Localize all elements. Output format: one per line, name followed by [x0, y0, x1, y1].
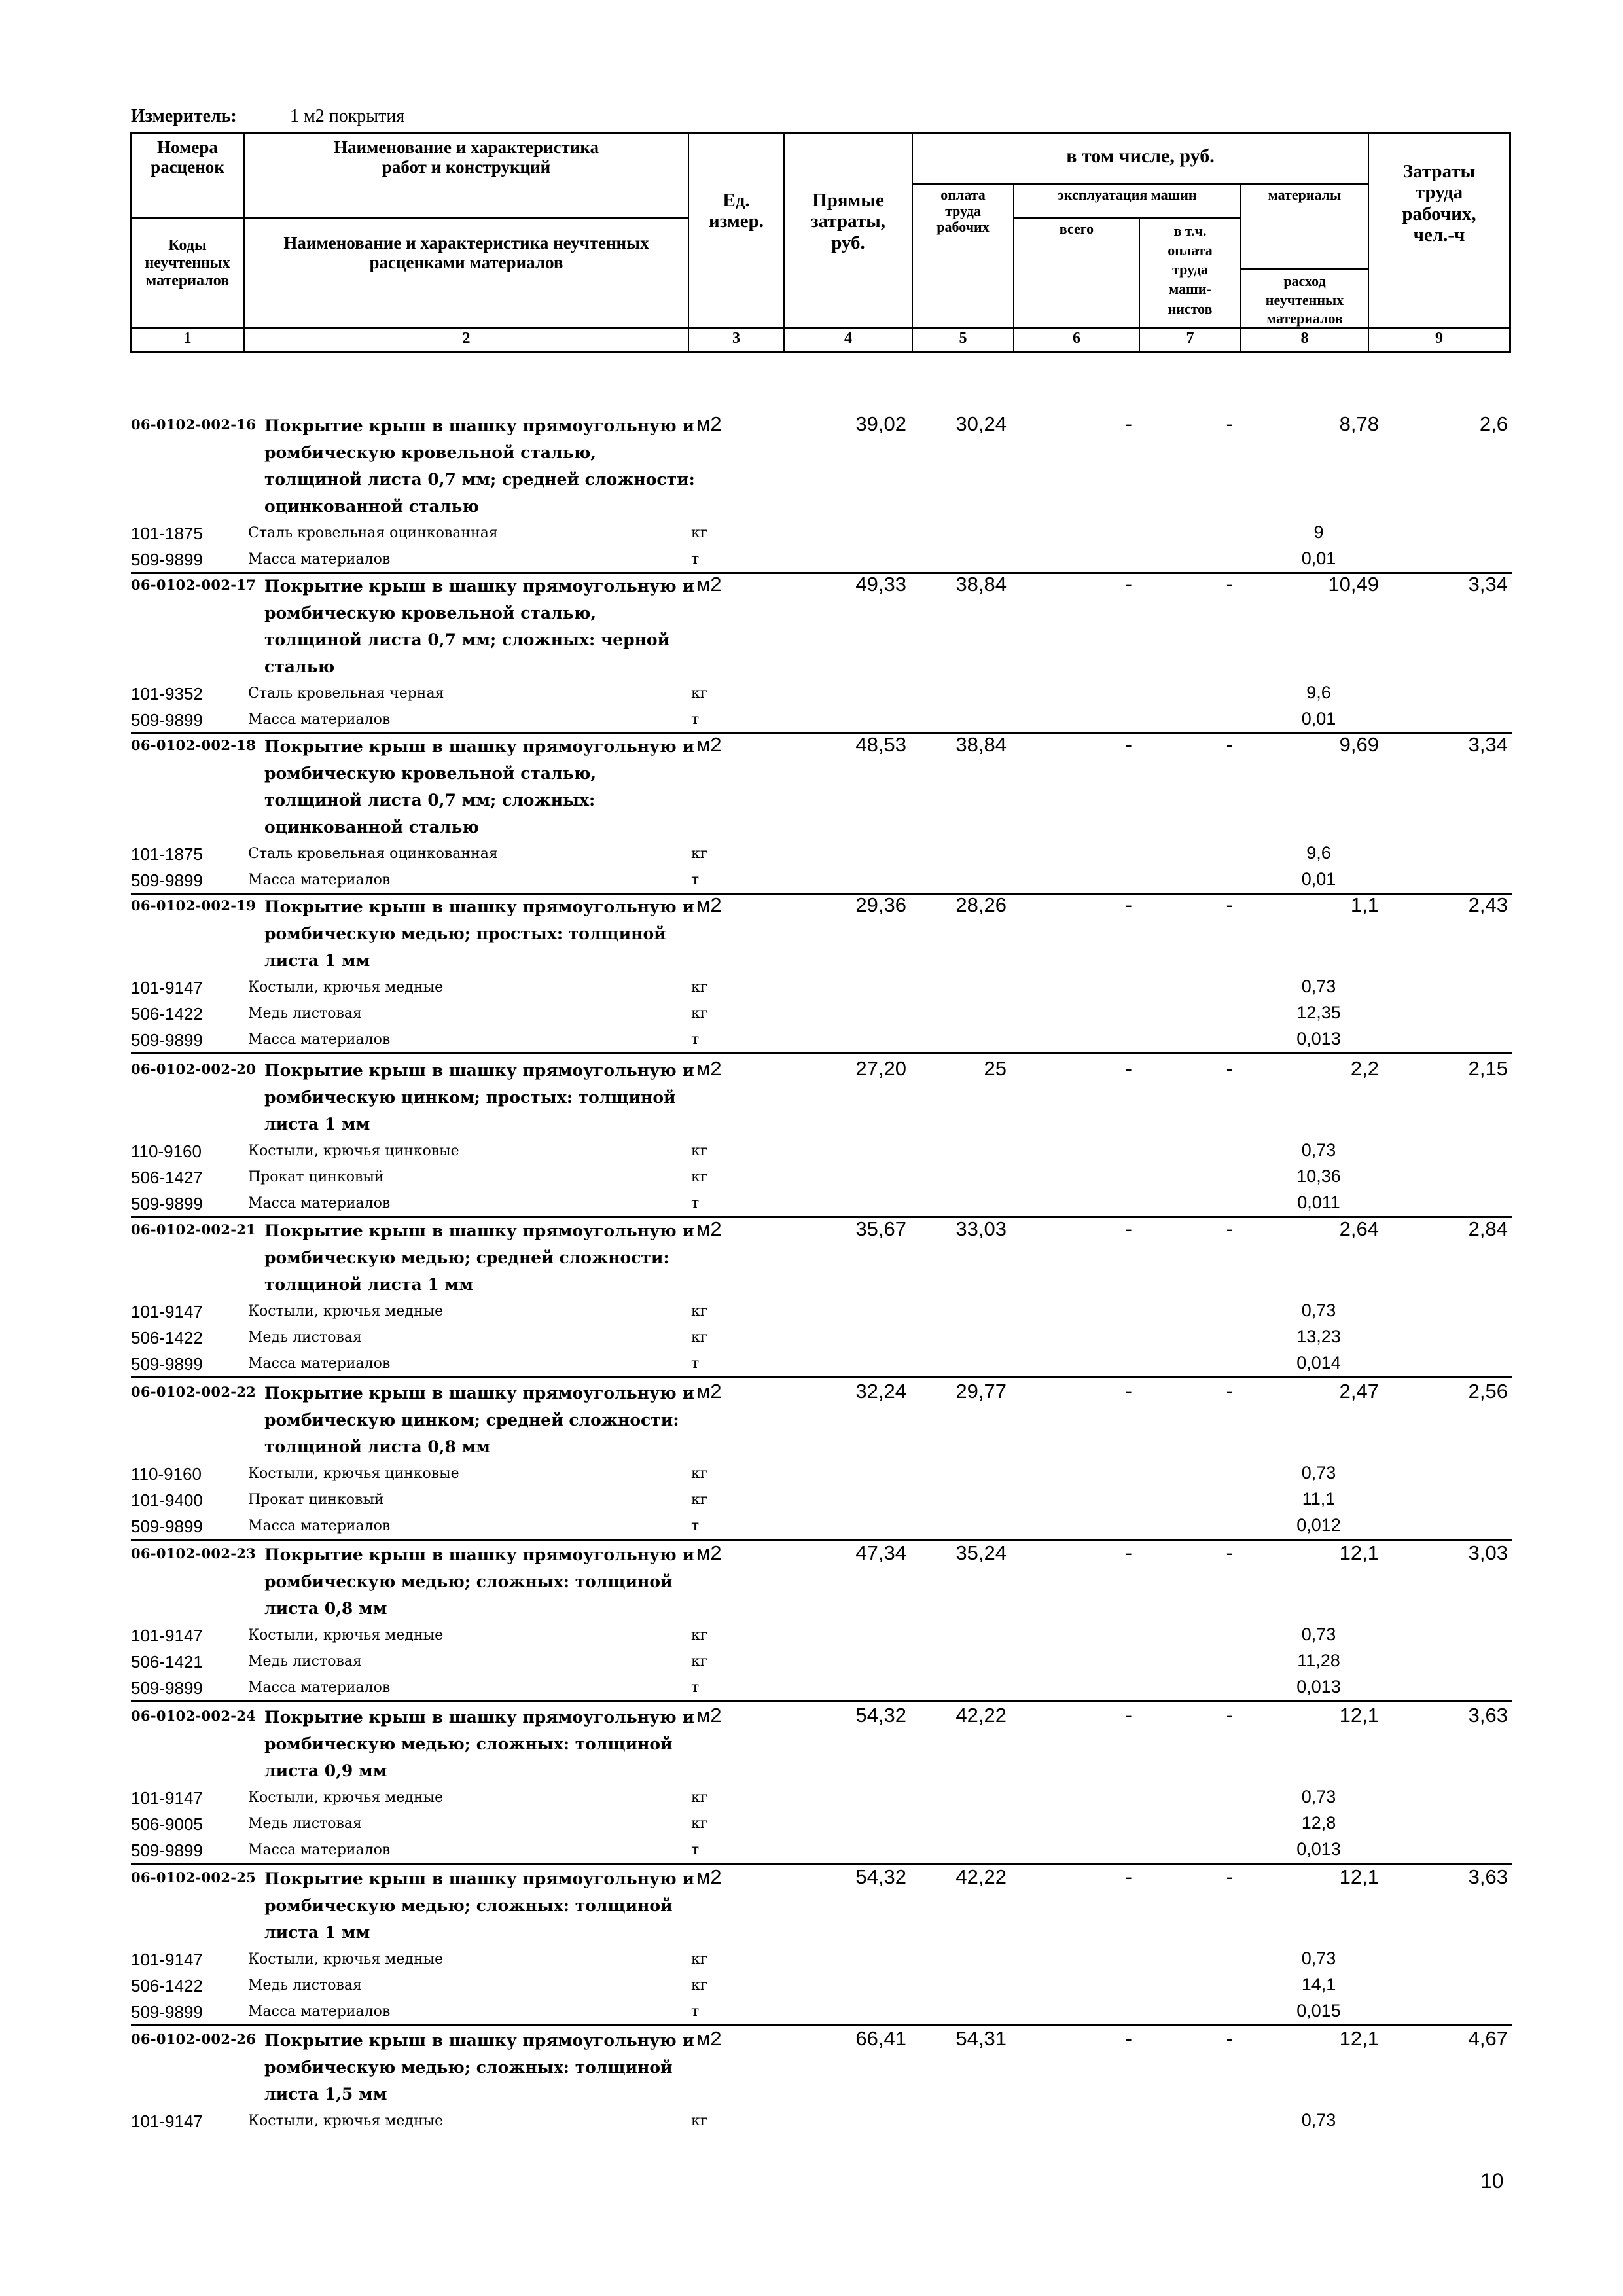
list-item: [0, 681, 1623, 708]
material-code: 506-1421: [131, 1652, 203, 1672]
table-row: [0, 1380, 1623, 1456]
row-divider: [131, 1052, 1512, 1054]
material-quantity: 0,013: [1296, 1839, 1341, 1859]
material-code: 506-1422: [131, 1976, 203, 1996]
table-row: [0, 893, 1623, 970]
item-unit: м2: [696, 1865, 722, 1888]
item-code: 06-0102-002-22: [131, 1384, 257, 1400]
material-quantity: 0,01: [1301, 869, 1336, 889]
item-labor-value: 28,26: [955, 893, 1007, 916]
material-code: 509-9899: [131, 2002, 203, 2022]
item-code: 06-0102-002-20: [131, 1061, 257, 1077]
item-description: Покрытие крыш в шашку прямоугольную и ромбическую медью; сложных: толщиной листа 1,5 мм: [264, 2031, 694, 2104]
item-direct-value: 48,53: [855, 733, 906, 756]
item-materials-value: 1,1: [1350, 893, 1379, 916]
material-name: Масса материалов: [248, 2003, 391, 2020]
item-materials-value: 2,47: [1339, 1380, 1379, 1403]
item-labor-value: 35,24: [955, 1541, 1007, 1564]
measurer-value: 1 м2 покрытия: [290, 106, 405, 126]
list-item: [0, 708, 1623, 734]
item-code: 06-0102-002-23: [131, 1545, 257, 1562]
material-code: 101-9147: [131, 978, 203, 997]
material-name: Сталь кровельная оцинкованная: [248, 846, 498, 862]
item-labor-value: 54,31: [955, 2027, 1007, 2050]
item-unit: м2: [696, 1704, 722, 1727]
material-name: Костыли, крючья медные: [248, 1951, 444, 1967]
material-code: 101-9400: [131, 1490, 203, 1510]
item-mach-pay-value: -: [1226, 1541, 1233, 1564]
material-name: Медь листовая: [248, 1005, 362, 1022]
list-item: [0, 842, 1623, 868]
item-labor-value: 42,22: [955, 1865, 1007, 1888]
table-row: [0, 573, 1623, 676]
item-direct-value: 27,20: [855, 1057, 906, 1080]
material-quantity: 10,36: [1296, 1166, 1341, 1186]
col-num-8: 8: [1300, 330, 1309, 347]
material-name: Масса материалов: [248, 711, 391, 728]
list-item: [0, 1947, 1623, 1973]
material-unit: т: [691, 2003, 700, 2020]
item-mach-pay-value: -: [1226, 412, 1233, 435]
col-num-1: 1: [183, 330, 192, 347]
material-unit: кг: [691, 1653, 708, 1670]
material-quantity: 0,014: [1296, 1353, 1341, 1372]
material-unit: т: [691, 1679, 700, 1696]
material-unit: кг: [691, 1005, 708, 1022]
list-item: [0, 1139, 1623, 1165]
table-row: [0, 1217, 1623, 1294]
table-row: [0, 733, 1623, 836]
material-unit: кг: [691, 685, 708, 702]
material-quantity: 0,01: [1301, 548, 1336, 568]
material-name: Костыли, крючья медные: [248, 2113, 444, 2129]
table-header: [130, 132, 1511, 353]
material-code: 509-9899: [131, 1516, 203, 1536]
item-description: Покрытие крыш в шашку прямоугольную и ромбическую кровельной сталью, толщиной листа 0,7 мм; сложных: черной сталью: [264, 577, 694, 676]
material-code: 509-9899: [131, 1030, 203, 1050]
item-direct-value: 35,67: [855, 1217, 906, 1240]
item-labor-value: 30,24: [955, 412, 1007, 435]
item-unit: м2: [696, 1057, 722, 1080]
material-unit: кг: [691, 1492, 708, 1508]
material-quantity: 11,28: [1297, 1651, 1340, 1670]
material-code: 110-9160: [131, 1141, 202, 1161]
item-description: Покрытие крыш в шашку прямоугольную и ромбическую медью; сложных: толщиной листа 0,9 мм: [264, 1708, 694, 1780]
material-unit: т: [691, 872, 700, 888]
material-name: Костыли, крючья медные: [248, 1627, 444, 1643]
item-unit: м2: [696, 2027, 722, 2050]
item-hours-value: 2,15: [1468, 1057, 1508, 1080]
col-num-7: 7: [1186, 330, 1194, 347]
row-divider: [131, 2024, 1512, 2026]
header-machines-total: всего: [1059, 221, 1094, 237]
item-description: Покрытие крыш в шашку прямоугольную и ромбическую медью; простых: толщиной листа 1 мм: [264, 897, 694, 970]
item-materials-value: 2,2: [1350, 1057, 1379, 1080]
material-unit: кг: [691, 1465, 708, 1482]
header-col3: Ед. измер.: [709, 190, 764, 232]
material-quantity: 0,73: [1301, 1948, 1336, 1968]
item-labor-value: 42,22: [955, 1704, 1007, 1727]
table-row: [0, 1541, 1623, 1618]
list-item: [0, 1325, 1623, 1352]
item-materials-value: 12,1: [1339, 2027, 1379, 2050]
list-item: [0, 1352, 1623, 1378]
item-mach-pay-value: -: [1226, 1380, 1233, 1403]
item-materials-value: 12,1: [1339, 1865, 1379, 1888]
material-quantity: 0,73: [1301, 1140, 1336, 1160]
item-hours-value: 3,63: [1468, 1704, 1508, 1727]
item-labor-value: 29,77: [955, 1380, 1007, 1403]
measurer-label: Измеритель:: [131, 106, 237, 126]
material-code: 509-9899: [131, 1678, 203, 1698]
item-unit: м2: [696, 733, 722, 756]
item-mach-pay-value: -: [1226, 2027, 1233, 2050]
material-code: 509-9899: [131, 550, 203, 569]
list-item: [0, 1973, 1623, 2000]
material-quantity: 9: [1313, 522, 1324, 542]
item-code: 06-0102-002-21: [131, 1221, 257, 1238]
list-item: [0, 1488, 1623, 1514]
material-code: 506-9005: [131, 1814, 203, 1834]
item-code: 06-0102-002-19: [131, 897, 257, 914]
material-name: Костыли, крючья медные: [248, 1789, 444, 1806]
item-direct-value: 54,32: [855, 1704, 906, 1727]
material-name: Масса материалов: [248, 1679, 391, 1696]
list-item: [0, 1649, 1623, 1676]
item-description: Покрытие крыш в шашку прямоугольную и ромбическую кровельной сталью, толщиной листа 0,7 мм; сложных: оцинкованной сталью: [264, 737, 694, 836]
material-code: 101-9147: [131, 1302, 203, 1321]
material-name: Медь листовая: [248, 1977, 362, 1994]
item-mach-value: -: [1125, 893, 1132, 916]
material-name: Сталь кровельная черная: [248, 685, 444, 702]
item-materials-value: 8,78: [1339, 412, 1379, 435]
item-hours-value: 3,34: [1468, 733, 1508, 756]
header-col2-bottom: Наименование и характеристика неучтенных расценками материалов: [283, 233, 649, 273]
header-col2-top: Наименование и характеристика работ и конструкций: [333, 137, 599, 177]
item-hours-value: 3,03: [1468, 1541, 1508, 1564]
item-description: Покрытие крыш в шашку прямоугольную и ромбическую цинком; средней сложности: толщиной листа 0,8 мм: [264, 1384, 694, 1456]
item-direct-value: 32,24: [855, 1380, 906, 1403]
material-name: Костыли, крючья медные: [248, 979, 444, 996]
list-item: [0, 547, 1623, 573]
material-unit: т: [691, 1842, 700, 1858]
item-materials-value: 2,64: [1339, 1217, 1379, 1240]
item-hours-value: 4,67: [1468, 2027, 1508, 2050]
item-description: Покрытие крыш в шашку прямоугольную и ромбическую цинком; простых: толщиной листа 1 мм: [264, 1061, 694, 1134]
list-item: [0, 521, 1623, 547]
material-unit: кг: [691, 1329, 708, 1346]
list-item: [0, 1191, 1623, 1217]
table-row: [0, 1865, 1623, 1942]
material-name: Масса материалов: [248, 1355, 391, 1372]
list-item: [0, 868, 1623, 894]
material-code: 506-1422: [131, 1004, 203, 1024]
item-direct-value: 47,34: [855, 1541, 906, 1564]
material-name: Масса материалов: [248, 1195, 391, 1211]
item-hours-value: 2,84: [1468, 1217, 1508, 1240]
material-name: Медь листовая: [248, 1329, 362, 1346]
header-labor-pay: оплата труда рабочих: [936, 187, 990, 236]
header-machinists-pay: в т.ч. оплата труда маши-нистов: [1168, 223, 1213, 317]
material-unit: кг: [691, 1951, 708, 1967]
header-materials: материалы: [1268, 187, 1342, 203]
item-hours-value: 3,34: [1468, 573, 1508, 596]
item-unit: м2: [696, 893, 722, 916]
material-quantity: 0,012: [1296, 1515, 1341, 1535]
item-materials-value: 9,69: [1339, 733, 1379, 756]
row-divider: [131, 1539, 1512, 1541]
item-labor-value: 33,03: [955, 1217, 1007, 1240]
material-unit: кг: [691, 1977, 708, 1994]
header-col4: Прямые затраты, руб.: [810, 190, 886, 253]
list-item: [0, 2109, 1623, 2135]
material-quantity: 0,73: [1301, 977, 1336, 996]
list-item: [0, 1001, 1623, 1028]
material-quantity: 9,6: [1306, 683, 1331, 702]
material-name: Сталь кровельная оцинкованная: [248, 525, 498, 541]
table-row: [0, 2027, 1623, 2104]
list-item: [0, 1785, 1623, 1812]
material-quantity: 0,73: [1301, 1463, 1336, 1482]
item-mach-pay-value: -: [1226, 1217, 1233, 1240]
material-unit: кг: [691, 1789, 708, 1806]
material-name: Масса материалов: [248, 1031, 391, 1048]
header-col9: Затраты труда рабочих, чел.-ч: [1402, 161, 1476, 246]
material-unit: кг: [691, 525, 708, 541]
material-code: 509-9899: [131, 1840, 203, 1860]
material-unit: кг: [691, 979, 708, 996]
item-code: 06-0102-002-17: [131, 577, 257, 593]
item-materials-value: 10,49: [1328, 573, 1379, 596]
item-mach-pay-value: -: [1226, 1704, 1233, 1727]
item-mach-value: -: [1125, 1865, 1132, 1888]
material-quantity: 0,73: [1301, 1300, 1336, 1320]
material-quantity: 0,73: [1301, 1624, 1336, 1644]
item-direct-value: 49,33: [855, 573, 906, 596]
material-unit: кг: [691, 1627, 708, 1643]
material-unit: т: [691, 1355, 700, 1372]
list-item: [0, 1838, 1623, 1864]
material-unit: т: [691, 1195, 700, 1211]
table-row: [0, 1057, 1623, 1134]
item-mach-value: -: [1125, 412, 1132, 435]
material-name: Костыли, крючья медные: [248, 1303, 444, 1319]
list-item: [0, 1165, 1623, 1191]
col-num-5: 5: [959, 330, 967, 347]
material-quantity: 14,1: [1301, 1975, 1336, 1994]
item-labor-value: 38,84: [955, 573, 1007, 596]
material-quantity: 0,013: [1296, 1029, 1341, 1049]
item-direct-value: 29,36: [855, 893, 906, 916]
item-mach-pay-value: -: [1226, 893, 1233, 916]
item-mach-value: -: [1125, 1541, 1132, 1564]
material-quantity: 0,73: [1301, 2110, 1336, 2130]
item-hours-value: 2,43: [1468, 893, 1508, 916]
list-item: [0, 1812, 1623, 1838]
col-num-6: 6: [1073, 330, 1080, 347]
material-name: Прокат цинковый: [248, 1169, 384, 1185]
item-mach-value: -: [1125, 2027, 1132, 2050]
list-item: [0, 1028, 1623, 1054]
col-num-9: 9: [1435, 330, 1443, 347]
material-quantity: 11,1: [1302, 1489, 1336, 1509]
item-unit: м2: [696, 1541, 722, 1564]
item-materials-value: 12,1: [1339, 1704, 1379, 1727]
item-materials-value: 12,1: [1339, 1541, 1379, 1564]
col-num-2: 2: [462, 330, 471, 347]
item-mach-value: -: [1125, 1217, 1132, 1240]
col-num-4: 4: [844, 330, 852, 347]
material-code: 506-1427: [131, 1168, 203, 1187]
material-unit: кг: [691, 846, 708, 862]
item-mach-value: -: [1125, 1380, 1132, 1403]
item-labor-value: 25: [984, 1057, 1007, 1080]
item-mach-pay-value: -: [1226, 573, 1233, 596]
header-col1-bottom: Коды неучтенных материалов: [145, 237, 230, 289]
item-code: 06-0102-002-16: [131, 416, 257, 433]
row-divider: [131, 1700, 1512, 1702]
item-description: Покрытие крыш в шашку прямоугольную и ромбическую кровельной сталью, толщиной листа 0,7 мм; средней сложности: оцинкованной сталью: [264, 416, 695, 516]
material-code: 506-1422: [131, 1328, 203, 1348]
item-unit: м2: [696, 1217, 722, 1240]
list-item: [0, 1676, 1623, 1702]
col-num-3: 3: [732, 330, 740, 347]
material-code: 101-9147: [131, 1788, 203, 1808]
list-item: [0, 975, 1623, 1001]
item-direct-value: 39,02: [855, 412, 906, 435]
material-name: Медь листовая: [248, 1816, 362, 1832]
table-row: [0, 412, 1623, 516]
header-materials-uncounted: расход неучтенных материалов: [1265, 273, 1344, 327]
material-code: 101-9147: [131, 1626, 203, 1645]
item-mach-value: -: [1125, 1057, 1132, 1080]
item-description: Покрытие крыш в шашку прямоугольную и ромбическую медью; средней сложности: толщиной листа 1 мм: [264, 1221, 694, 1294]
item-hours-value: 2,56: [1468, 1380, 1508, 1403]
material-code: 101-1875: [131, 844, 203, 864]
item-mach-pay-value: -: [1226, 733, 1233, 756]
material-quantity: 9,6: [1306, 843, 1331, 863]
row-divider: [131, 1376, 1512, 1378]
material-code: 101-1875: [131, 524, 203, 543]
header-group: в том числе, руб.: [1066, 145, 1215, 167]
material-code: 110-9160: [131, 1464, 202, 1484]
list-item: [0, 1462, 1623, 1488]
item-mach-value: -: [1125, 1704, 1132, 1727]
table-row: [0, 1704, 1623, 1780]
item-description: Покрытие крыш в шашку прямоугольную и ромбическую медью; сложных: толщиной листа 1 мм: [264, 1869, 694, 1942]
material-quantity: 0,013: [1296, 1677, 1341, 1696]
material-unit: кг: [691, 2113, 708, 2129]
material-code: 509-9899: [131, 710, 203, 730]
material-unit: т: [691, 1031, 700, 1048]
material-unit: кг: [691, 1143, 708, 1159]
item-code: 06-0102-002-24: [131, 1708, 257, 1724]
row-divider: [131, 1863, 1512, 1865]
item-code: 06-0102-002-18: [131, 737, 257, 753]
material-code: 101-9147: [131, 1950, 203, 1969]
material-name: Масса материалов: [248, 1518, 391, 1534]
material-quantity: 13,23: [1296, 1327, 1341, 1346]
list-item: [0, 1623, 1623, 1649]
material-code: 509-9899: [131, 870, 203, 890]
material-unit: т: [691, 711, 700, 728]
item-hours-value: 2,6: [1479, 412, 1508, 435]
header-col1-top: Номера расценок: [151, 137, 224, 177]
item-hours-value: 3,63: [1468, 1865, 1508, 1888]
header-machines: эксплуатация машин: [1058, 187, 1197, 203]
item-unit: м2: [696, 1380, 722, 1403]
item-direct-value: 66,41: [855, 2027, 906, 2050]
item-direct-value: 54,32: [855, 1865, 906, 1888]
material-code: 509-9899: [131, 1194, 203, 1213]
item-description: Покрытие крыш в шашку прямоугольную и ромбическую медью; сложных: толщиной листа 0,8 мм: [264, 1545, 694, 1618]
material-unit: т: [691, 551, 700, 567]
material-quantity: 0,011: [1297, 1193, 1340, 1212]
measurer-line: [131, 106, 405, 127]
material-name: Масса материалов: [248, 551, 391, 567]
material-name: Костыли, крючья цинковые: [248, 1143, 459, 1159]
material-quantity: 0,015: [1296, 2001, 1341, 2020]
material-unit: кг: [691, 1169, 708, 1185]
list-item: [0, 2000, 1623, 2026]
material-name: Костыли, крючья цинковые: [248, 1465, 459, 1482]
item-labor-value: 38,84: [955, 733, 1007, 756]
item-code: 06-0102-002-25: [131, 1869, 257, 1886]
material-code: 509-9899: [131, 1354, 203, 1374]
item-unit: м2: [696, 573, 722, 596]
material-name: Прокат цинковый: [248, 1492, 384, 1508]
material-name: Масса материалов: [248, 1842, 391, 1858]
material-code: 101-9352: [131, 684, 203, 704]
item-mach-pay-value: -: [1226, 1057, 1233, 1080]
material-name: Медь листовая: [248, 1653, 362, 1670]
material-quantity: 12,8: [1301, 1813, 1336, 1833]
item-mach-pay-value: -: [1226, 1865, 1233, 1888]
list-item: [0, 1299, 1623, 1325]
material-code: 101-9147: [131, 2111, 203, 2131]
material-quantity: 0,01: [1301, 709, 1336, 728]
material-quantity: 0,73: [1301, 1787, 1336, 1806]
item-mach-value: -: [1125, 573, 1132, 596]
item-code: 06-0102-002-26: [131, 2031, 257, 2047]
page-number: 10: [1480, 2169, 1504, 2193]
material-unit: т: [691, 1518, 700, 1534]
material-unit: кг: [691, 1816, 708, 1832]
item-mach-value: -: [1125, 733, 1132, 756]
material-unit: кг: [691, 1303, 708, 1319]
material-quantity: 12,35: [1296, 1003, 1341, 1022]
material-name: Масса материалов: [248, 872, 391, 888]
item-unit: м2: [696, 412, 722, 435]
list-item: [0, 1514, 1623, 1540]
